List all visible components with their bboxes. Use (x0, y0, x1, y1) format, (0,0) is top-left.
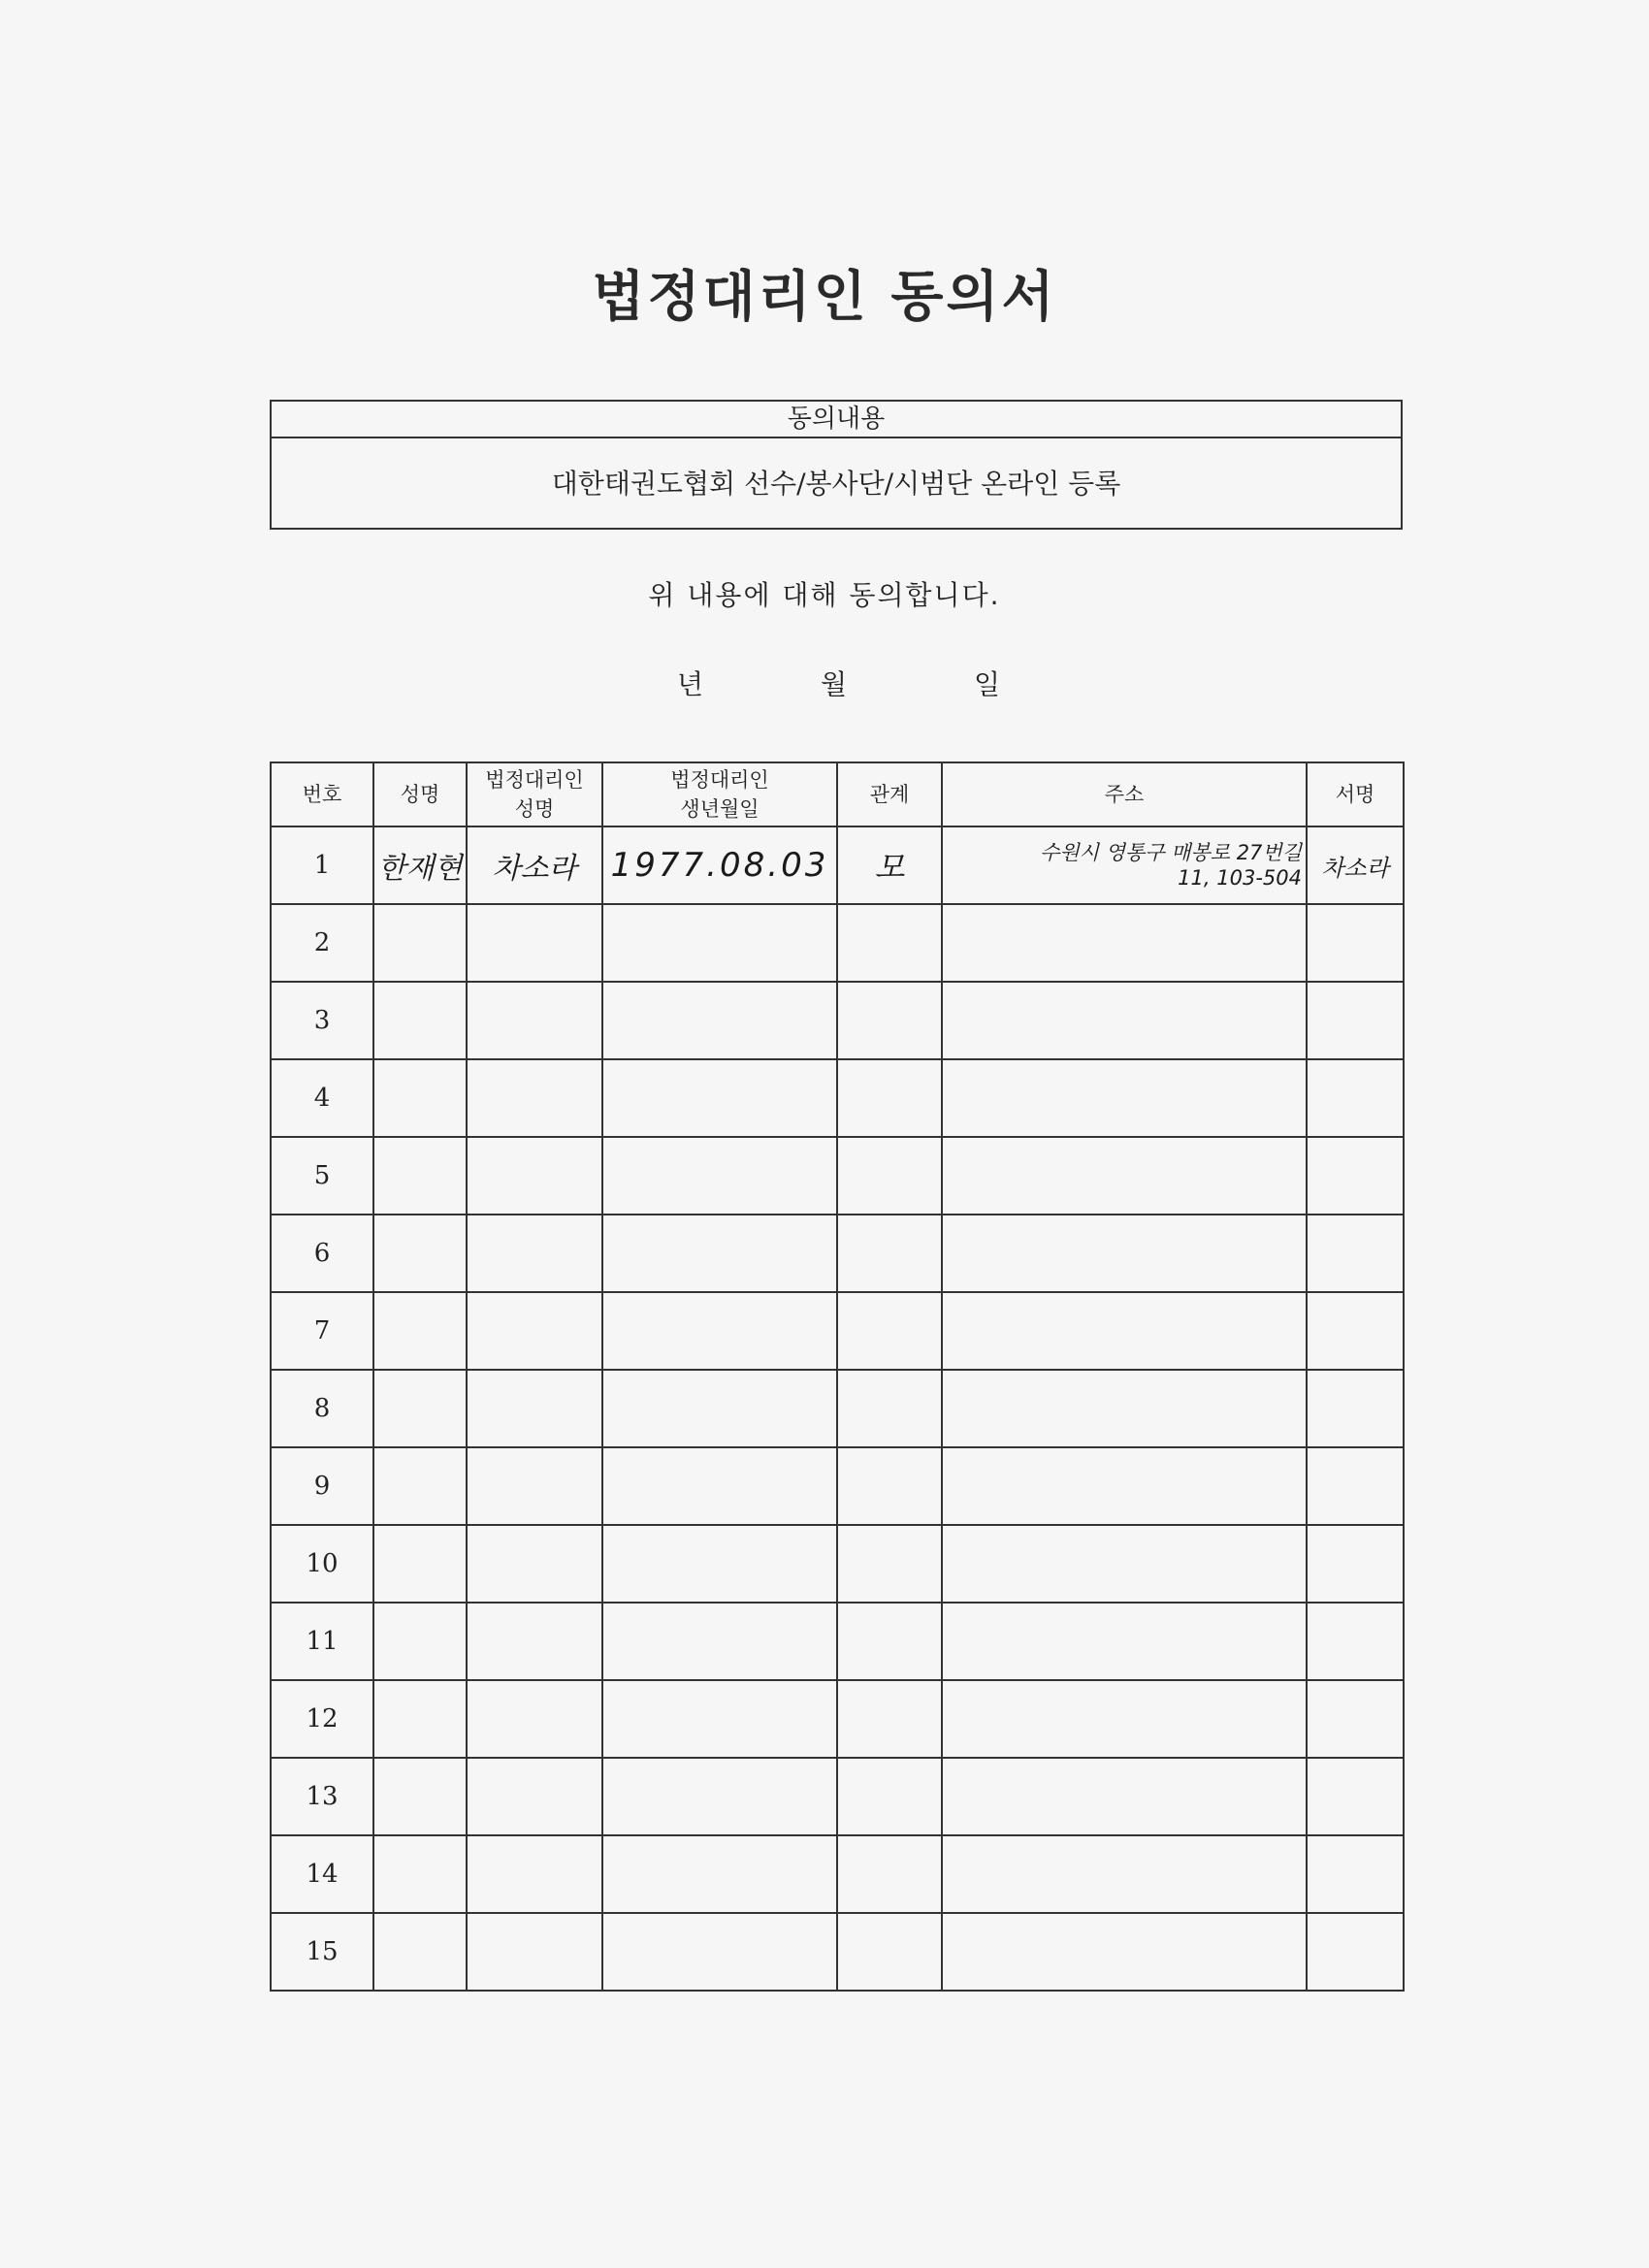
cell-number-value: 12 (306, 1704, 339, 1733)
cell-number-value: 6 (313, 1239, 331, 1268)
cell-relation (837, 826, 942, 904)
cell-number-value: 5 (313, 1161, 331, 1190)
table-row (271, 1603, 1404, 1680)
table-row (271, 1680, 1404, 1758)
cell-signature (1307, 826, 1404, 904)
cell-number (271, 1370, 373, 1447)
cell-number (271, 1059, 373, 1137)
cell-address (942, 1370, 1307, 1447)
cell-name (373, 1835, 467, 1913)
cell-guardian-name (467, 1215, 602, 1292)
cell-guardian-birth (602, 1215, 837, 1292)
cell-name (373, 1447, 467, 1525)
address-line1: 수원시 영통구 매봉로 27번길 (1040, 841, 1302, 864)
table-row (271, 1525, 1404, 1603)
cell-guardian-birth (602, 1447, 837, 1525)
cell-guardian-birth (602, 982, 837, 1059)
cell-number-value: 15 (306, 1937, 339, 1966)
cell-name (373, 1525, 467, 1603)
table-header-row (271, 762, 1404, 826)
header-guardian-birth-line2: 생년월일 (680, 797, 760, 821)
cell-number (271, 826, 373, 904)
header-number: 번호 (271, 762, 373, 826)
guardian-table (270, 761, 1405, 1992)
table-row (271, 1758, 1404, 1835)
cell-signature (1307, 1835, 1404, 1913)
cell-relation (837, 1292, 942, 1370)
table-row (271, 826, 1404, 904)
header-guardian-name-line2: 성명 (514, 797, 555, 821)
cell-name (373, 1603, 467, 1680)
cell-guardian-name (467, 904, 602, 982)
cell-relation (837, 1059, 942, 1137)
table-row (271, 1215, 1404, 1292)
cell-signature (1307, 1447, 1404, 1525)
cell-signature (1307, 1525, 1404, 1603)
table-row (271, 1370, 1404, 1447)
cell-guardian-birth (602, 1292, 837, 1370)
cell-address (942, 1680, 1307, 1758)
header-guardian-birth-line1: 법정대리인 (670, 768, 769, 792)
cell-number-value: 8 (313, 1394, 331, 1423)
cell-guardian-name (467, 1137, 602, 1215)
address-value (943, 840, 1306, 891)
cell-number (271, 1603, 373, 1680)
cell-signature (1307, 1603, 1404, 1680)
cell-relation (837, 904, 942, 982)
header-guardian-name-line1: 법정대리인 (485, 768, 584, 792)
cell-address (942, 1447, 1307, 1525)
cell-name (373, 1370, 467, 1447)
cell-name (373, 1680, 467, 1758)
cell-name (373, 1215, 467, 1292)
cell-number-value: 14 (306, 1860, 339, 1889)
cell-guardian-birth (602, 1835, 837, 1913)
cell-relation (837, 1370, 942, 1447)
date-month-label: 월 (821, 668, 848, 700)
date-day-label: 일 (974, 668, 1001, 700)
cell-guardian-birth (602, 1370, 837, 1447)
table-row (271, 904, 1404, 982)
cell-guardian-name (467, 1370, 602, 1447)
cell-guardian-name (467, 1835, 602, 1913)
cell-number-value: 4 (313, 1084, 331, 1113)
agreement-statement: 위 내용에 대해 동의합니다. (648, 579, 1001, 611)
consent-header: 동의내용 (272, 402, 1401, 438)
cell-address (942, 1603, 1307, 1680)
cell-number-value: 1 (313, 851, 331, 880)
cell-name (373, 1758, 467, 1835)
cell-number (271, 1137, 373, 1215)
cell-guardian-birth (602, 1059, 837, 1137)
cell-guardian-name (467, 1447, 602, 1525)
table-row (271, 1835, 1404, 1913)
cell-name-value: 한재현 (377, 852, 463, 886)
cell-number-value: 11 (306, 1627, 339, 1656)
cell-relation (837, 1215, 942, 1292)
date-year-label: 년 (677, 668, 704, 700)
cell-number-value: 10 (306, 1549, 339, 1578)
cell-name (373, 1059, 467, 1137)
cell-name (373, 1137, 467, 1215)
cell-name (373, 904, 467, 982)
cell-number-value: 3 (313, 1006, 331, 1035)
cell-relation (837, 1137, 942, 1215)
cell-guardian-name (467, 1758, 602, 1835)
consent-box (270, 400, 1403, 530)
cell-relation-value: 모 (874, 849, 905, 886)
cell-relation (837, 1447, 942, 1525)
cell-number (271, 1215, 373, 1292)
cell-signature (1307, 1292, 1404, 1370)
table-row (271, 1913, 1404, 1991)
cell-guardian-birth (602, 826, 837, 904)
header-signature: 서명 (1307, 762, 1404, 826)
cell-guardian-birth-value: 1977.08.03 (610, 846, 829, 885)
cell-name (373, 826, 467, 904)
cell-name (373, 982, 467, 1059)
header-guardian-birth (602, 762, 837, 826)
cell-number (271, 982, 373, 1059)
cell-guardian-birth (602, 1680, 837, 1758)
cell-guardian-name (467, 826, 602, 904)
cell-signature (1307, 1370, 1404, 1447)
table-row (271, 1059, 1404, 1137)
cell-relation (837, 1525, 942, 1603)
cell-address (942, 1292, 1307, 1370)
cell-number (271, 1913, 373, 1991)
header-relation: 관계 (837, 762, 942, 826)
cell-signature (1307, 1680, 1404, 1758)
cell-name (373, 1913, 467, 1991)
cell-address (942, 1215, 1307, 1292)
cell-guardian-birth (602, 904, 837, 982)
table-body (271, 826, 1404, 1991)
cell-guardian-name (467, 1292, 602, 1370)
cell-number (271, 1525, 373, 1603)
table-row (271, 1447, 1404, 1525)
cell-guardian-name (467, 982, 602, 1059)
cell-relation (837, 982, 942, 1059)
cell-guardian-birth (602, 1758, 837, 1835)
cell-guardian-birth (602, 1525, 837, 1603)
cell-number (271, 1758, 373, 1835)
header-address: 주소 (942, 762, 1307, 826)
cell-signature (1307, 1059, 1404, 1137)
cell-number (271, 1447, 373, 1525)
cell-signature (1307, 1758, 1404, 1835)
cell-address (942, 982, 1307, 1059)
cell-relation (837, 1835, 942, 1913)
cell-address (942, 1059, 1307, 1137)
cell-signature (1307, 1137, 1404, 1215)
cell-address (942, 904, 1307, 982)
cell-signature (1307, 1215, 1404, 1292)
document-title: 법정대리인 동의서 (592, 265, 1057, 329)
cell-name (373, 1292, 467, 1370)
cell-guardian-name-value: 차소라 (492, 852, 577, 886)
table-row (271, 1292, 1404, 1370)
cell-guardian-name (467, 1680, 602, 1758)
cell-guardian-birth (602, 1913, 837, 1991)
cell-guardian-name (467, 1059, 602, 1137)
cell-address (942, 1913, 1307, 1991)
address-line2: 11, 103-504 (1178, 866, 1302, 890)
cell-relation (837, 1603, 942, 1680)
cell-number (271, 1680, 373, 1758)
cell-signature (1307, 1913, 1404, 1991)
cell-address (942, 1137, 1307, 1215)
consent-content: 대한태권도협회 선수/봉사단/시범단 온라인 등록 (551, 468, 1121, 500)
cell-address (942, 1758, 1307, 1835)
cell-address (942, 1835, 1307, 1913)
cell-guardian-birth (602, 1137, 837, 1215)
cell-number-value: 13 (306, 1782, 339, 1811)
cell-guardian-name (467, 1603, 602, 1680)
header-guardian-name (467, 762, 602, 826)
cell-address (942, 826, 1307, 904)
table-row (271, 1137, 1404, 1215)
cell-address (942, 1525, 1307, 1603)
cell-number (271, 1292, 373, 1370)
cell-number (271, 904, 373, 982)
cell-guardian-birth (602, 1603, 837, 1680)
cell-relation (837, 1758, 942, 1835)
cell-number-value: 7 (313, 1316, 331, 1345)
cell-number-value: 2 (313, 928, 331, 957)
cell-guardian-name (467, 1913, 602, 1991)
cell-signature-value: 차소라 (1321, 854, 1389, 882)
cell-relation (837, 1680, 942, 1758)
table-row (271, 982, 1404, 1059)
cell-number (271, 1835, 373, 1913)
cell-guardian-name (467, 1525, 602, 1603)
cell-signature (1307, 904, 1404, 982)
cell-signature (1307, 982, 1404, 1059)
header-name: 성명 (373, 762, 467, 826)
cell-relation (837, 1913, 942, 1991)
cell-number-value: 9 (313, 1472, 331, 1501)
